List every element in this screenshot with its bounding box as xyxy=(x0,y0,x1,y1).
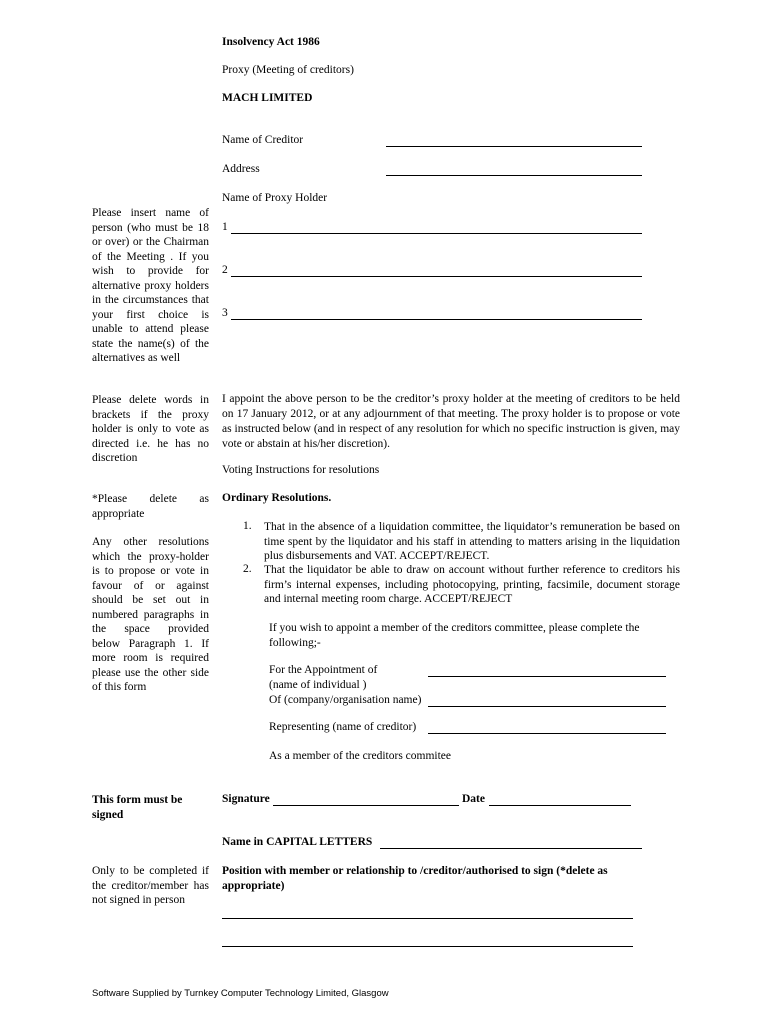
committee-intro: If you wish to appoint a member of the creditors committee, please complete the following;- xyxy=(269,622,640,649)
proxy-title: Proxy (Meeting of creditors) xyxy=(222,64,354,76)
voting-instructions: Voting Instructions for resolutions xyxy=(222,464,380,476)
must-be-signed-note: This form must be signed xyxy=(92,794,183,821)
resolution-number: 1. xyxy=(243,520,252,532)
resolution-text: That the liquidator be able to draw on account without further reference to creditors his firm’s internal expenses, including photocopying, printing, facsimile, document storage and internal meeting room charge. ACCEPT/REJECT xyxy=(264,564,680,605)
proxy-line-2[interactable] xyxy=(231,276,642,277)
company-name-label: Of (company/organisation name) xyxy=(269,694,422,706)
proxy-holder-label: Name of Proxy Holder xyxy=(222,192,328,204)
act-title: Insolvency Act 1986 xyxy=(222,36,320,48)
name-of-individual-label: (name of individual ) xyxy=(269,679,367,691)
company-name: MACH LIMITED xyxy=(222,92,313,104)
delete-appropriate-note: *Please delete as appropriate xyxy=(92,493,209,520)
not-signed-note: Only to be completed if the creditor/member has not signed in person xyxy=(92,865,209,906)
ordinary-resolutions-heading: Ordinary Resolutions. xyxy=(222,492,332,504)
proxy-line-3[interactable] xyxy=(231,319,642,320)
proxy-number-1: 1 xyxy=(222,221,228,233)
resolution-number: 2. xyxy=(243,563,252,575)
signature-line[interactable] xyxy=(273,805,459,806)
footer-text: Software Supplied by Turnkey Computer Technology Limited, Glasgow xyxy=(92,988,389,999)
committee-member-text: As a member of the creditors commitee xyxy=(269,750,452,762)
position-line-1[interactable] xyxy=(222,918,633,919)
insert-name-note: Please insert name of person (who must be 18 or over) or the Chairman of the Meeting . If you wish to provide for alternative proxy holders in the circumstances that your first choice is unable to attend please state the name(s) of the alternatives as well xyxy=(92,207,209,364)
creditor-name-label: Name of Creditor xyxy=(222,134,304,146)
date-label: Date xyxy=(462,793,485,805)
proxy-number-2: 2 xyxy=(222,264,228,276)
address-label: Address xyxy=(222,163,260,175)
proxy-line-1[interactable] xyxy=(231,233,642,234)
address-line[interactable] xyxy=(386,175,642,176)
position-line-2[interactable] xyxy=(222,946,633,947)
proxy-number-3: 3 xyxy=(222,307,228,319)
delete-words-note: Please delete words in brackets if the proxy holder is only to vote as directed i.e. he has no discretion xyxy=(92,394,209,464)
capital-name-line[interactable] xyxy=(380,848,642,849)
company-name-line[interactable] xyxy=(428,706,666,707)
position-label: Position with member or relationship to /creditor/authorised to sign (*delete as appropriate) xyxy=(222,865,608,892)
appointment-of-line[interactable] xyxy=(428,676,666,677)
capital-name-label: Name in CAPITAL LETTERS xyxy=(222,836,373,848)
resolution-text: That in the absence of a liquidation committee, the liquidator’s remuneration be based on time spent by the liquidator and his staff in attending to matters arising in the liquidation plus disbursements and VAT. ACCEPT/REJECT. xyxy=(264,521,680,562)
appointment-text: I appoint the above person to be the creditor’s proxy holder at the meeting of creditors to be held on 17 January 2012, or at any adjournment of that meeting. The proxy holder is to propose or vote as instructed below (and in respect of any resolution for which no specific instruction is given, may vote or abstain at his/her discretion). xyxy=(222,393,680,450)
date-line[interactable] xyxy=(489,805,631,806)
creditor-name-line[interactable] xyxy=(386,146,642,147)
signature-label: Signature xyxy=(222,793,270,805)
appointment-of-label: For the Appointment of xyxy=(269,664,378,676)
representing-line[interactable] xyxy=(428,733,666,734)
representing-label: Representing (name of creditor) xyxy=(269,721,417,733)
other-resolutions-note: Any other resolutions which the proxy-holder is to propose or vote in favour of or against should be set out in numbered paragraphs in the space provided below Paragraph 1. If more room is required please use the other side of this form xyxy=(92,536,209,693)
